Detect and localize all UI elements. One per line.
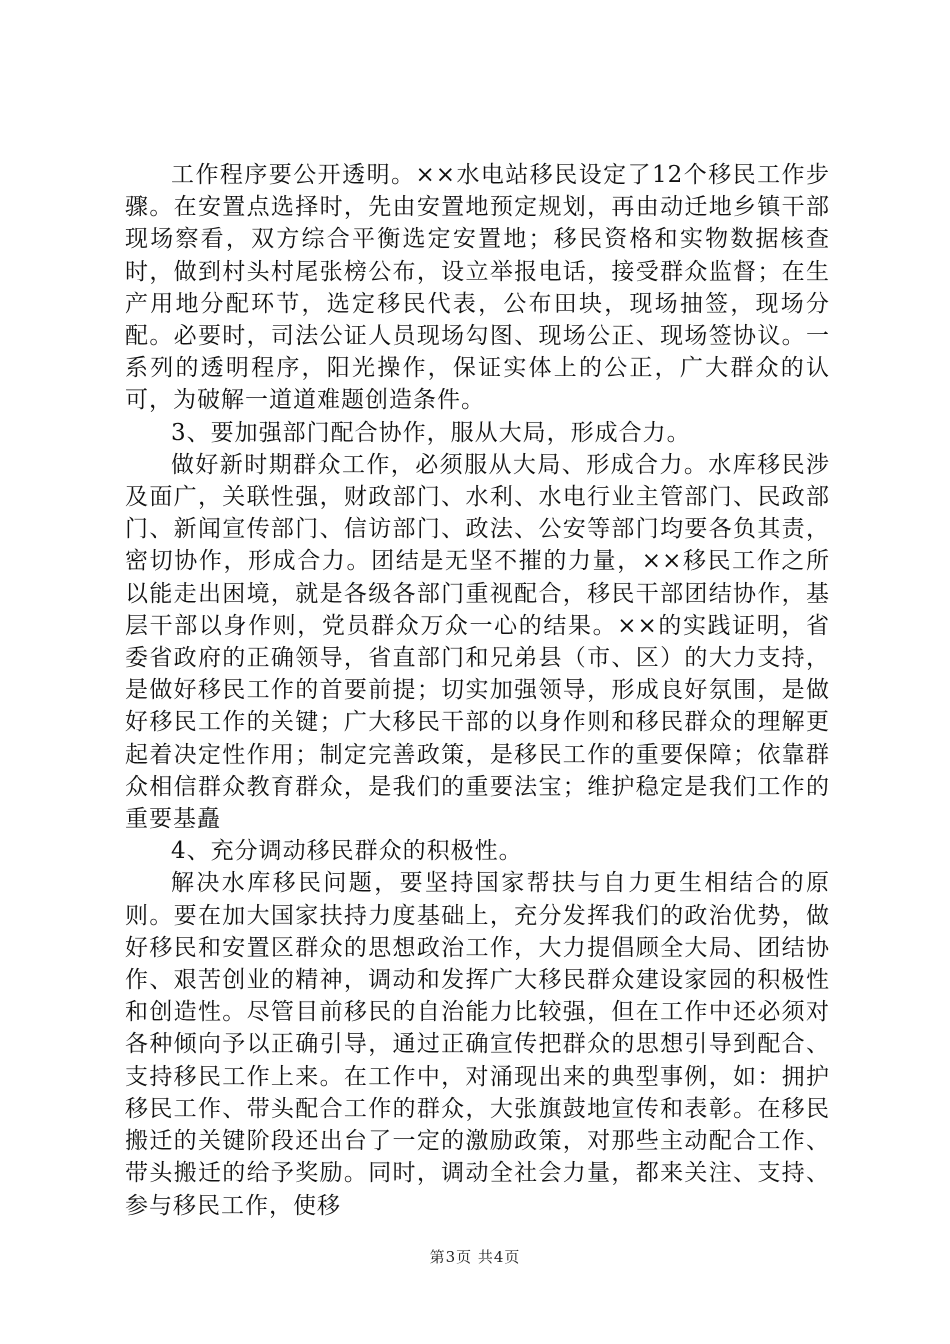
section-heading-4: 4、充分调动移民群众的积极性。	[171, 838, 523, 865]
paragraph-transparent-procedure: 工作程序要公开透明。××水电站移民设定了12个移民工作步骤。在安置点选择时，先由安置地预定规划，再由动迁地乡镇干部现场察看，双方综合平衡选定安置地；移民资格和实物数据核查时，做到村头村尾张榜公布，设立举报电话，接受群众监督；在生产用地分配环节，选定移民代表，公布田块，现场抽签，现场分配。必要时，司法公证人员现场勾图、现场公正、现场签协议。一系列的透明程序，阳光操作，保证实体上的公正，广大群众的认可，为破解一道道难题创造条件。	[125, 162, 830, 414]
paragraph-migrant-motivation: 解决水库移民问题，要坚持国家帮扶与自力更生相结合的原则。要在加大国家扶持力度基础上，充分发挥我们的政治优势，做好移民和安置区群众的思想政治工作，大力提倡顾全大局、团结协作、艰苦创业的精神，调动和发挥广大移民群众建设家园的积极性和创造性。尽管目前移民的自治能力比较强，但在工作中还必须对各种倾向予以正确引导，通过正确宣传把群众的思想引导到配合、支持移民工作上来。在工作中，对涌现出来的典型事例，如：拥护移民工作、带头配合工作的群众，大张旗鼓地宣传和表彰。在移民搬迁的关键阶段还出台了一定的激励政策，对那些主动配合工作、带头搬迁的给予奖励。同时，调动全社会力量，都来关注、支持、参与移民工作，使移	[125, 870, 830, 1219]
page-footer: 第3页 共4页	[429, 1248, 521, 1266]
document-body	[125, 159, 830, 1222]
section-heading-3: 3、要加强部门配合协作，服从大局，形成合力。	[171, 419, 691, 446]
paragraph-department-cooperation: 做好新时期群众工作，必须服从大局、形成合力。水库移民涉及面广，关联性强，财政部门、水利、水电行业主管部门、民政部门、新闻宣传部门、信访部门、政法、公安等部门均要各负其责，密切协作，形成合力。团结是无坚不摧的力量，××移民工作之所以能走出困境，就是各级各部门重视配合，移民干部团结协作，基层干部以身作则，党员群众万众一心的结果。××的实践证明，省委省政府的正确领导，省直部门和兄弟县（市、区）的大力支持，是做好移民工作的首要前提；切实加强领导，形成良好氛围，是做好移民工作的关键；广大移民干部的以身作则和移民群众的理解更起着决定性作用；制定完善政策，是移民工作的重要保障；依靠群众相信群众教育群众，是我们的重要法宝；维护稳定是我们工作的重要基矗	[125, 451, 830, 833]
